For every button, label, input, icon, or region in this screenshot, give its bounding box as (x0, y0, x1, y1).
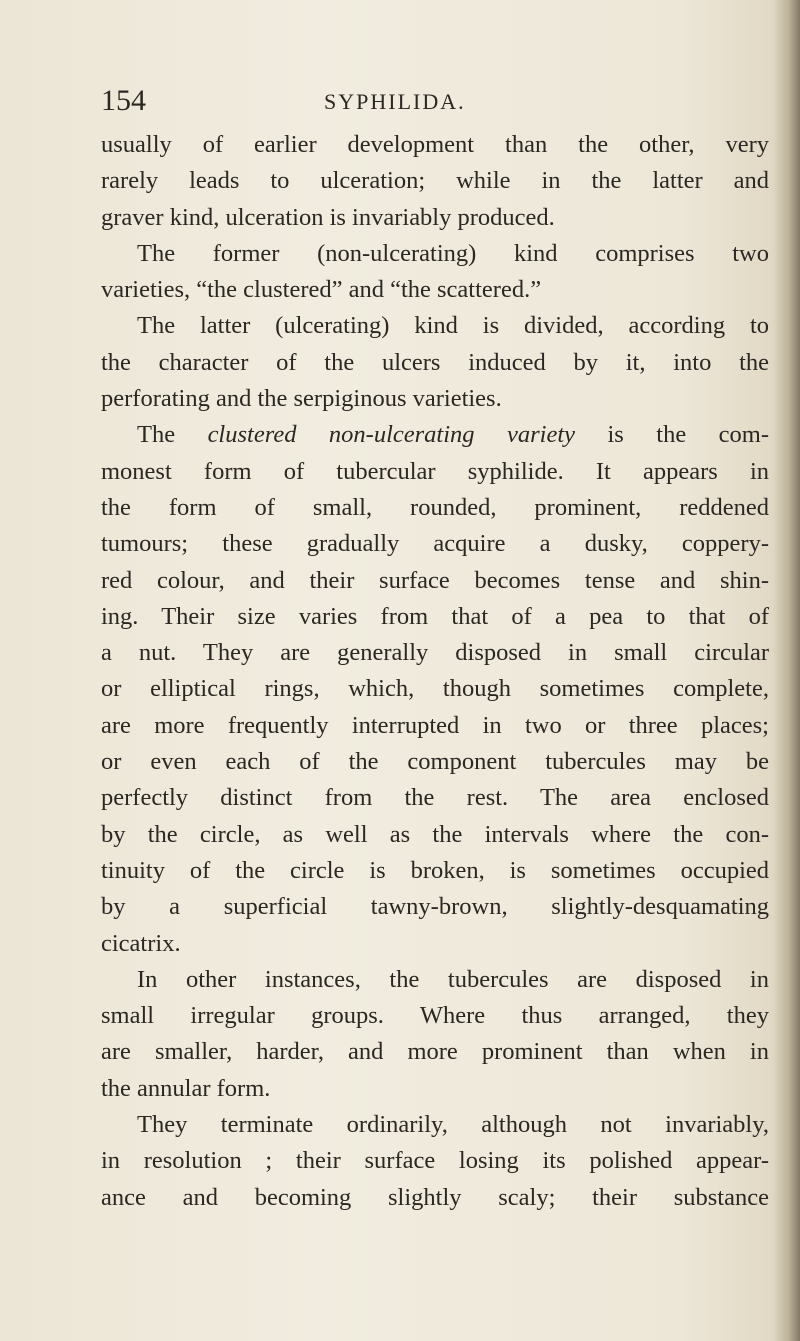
text-line: tinuity of the circle is broken, is sometimes occupied (101, 856, 769, 884)
text-line: by the circle, as well as the intervals where the con- (101, 820, 769, 848)
italic-phrase: clustered non-ulcerating variety (207, 421, 576, 449)
text-line: a nut. They are generally disposed in small circular (101, 639, 769, 667)
text-line: small irregular groups. Where thus arranged, they (101, 1002, 769, 1030)
text-line: In other instances, the tubercules are disposed in (137, 965, 769, 993)
text-line: usually of earlier development than the other, very (101, 131, 769, 158)
text-line: cicatrix. (101, 929, 181, 957)
text-line: They terminate ordinarily, although not invariably, (137, 1111, 769, 1139)
text-line: or even each of the component tubercules may be (101, 748, 769, 776)
text-line: the form of small, rounded, prominent, reddened (101, 493, 769, 521)
text-line: tumours; these gradually acquire a dusky, coppery- (101, 530, 769, 558)
text-line: are smaller, harder, and more prominent than when in (101, 1038, 769, 1066)
page-edge-shadow (774, 0, 800, 1341)
text-line: perforating and the serpiginous varieties. (101, 385, 502, 413)
text-line: ing. Their size varies from that of a pea to that of (101, 602, 769, 630)
text-line-segment: is the com- (575, 421, 770, 449)
text-line: rarely leads to ulceration; while in the latter and (101, 167, 769, 195)
text-line: The former (non-ulcerating) kind comprises two (137, 239, 769, 267)
running-title: SYPHILIDA. (324, 89, 466, 114)
text-line: perfectly distinct from the rest. The area enclosed (101, 784, 769, 812)
text-line-segment: The (137, 421, 208, 449)
text-line: the character of the ulcers induced by it, into the (101, 348, 769, 376)
text-line: red colour, and their surface becomes tense and shin- (101, 566, 769, 594)
body-text (101, 127, 769, 1216)
text-line: monest form of tubercular syphilide. It appears in (101, 457, 769, 485)
text-line (101, 417, 769, 453)
running-head (0, 84, 800, 118)
text-line: ance and becoming slightly scaly; their substance (101, 1183, 769, 1211)
text-line: the annular form. (101, 1074, 271, 1102)
text-line: graver kind, ulceration is invariably produced. (101, 203, 555, 231)
text-line: are more frequently interrupted in two or three places; (101, 711, 769, 739)
text-line: by a superficial tawny-brown, slightly-desquamating (101, 893, 769, 921)
text-line: or elliptical rings, which, though sometimes complete, (101, 675, 769, 703)
text-line: varieties, “the clustered” and “the scattered.” (101, 276, 542, 304)
text-line: The latter (ulcerating) kind is divided, according to (137, 312, 769, 340)
page-number: 154 (101, 84, 146, 117)
text-line: in resolution ; their surface losing its polished appear- (101, 1147, 769, 1175)
